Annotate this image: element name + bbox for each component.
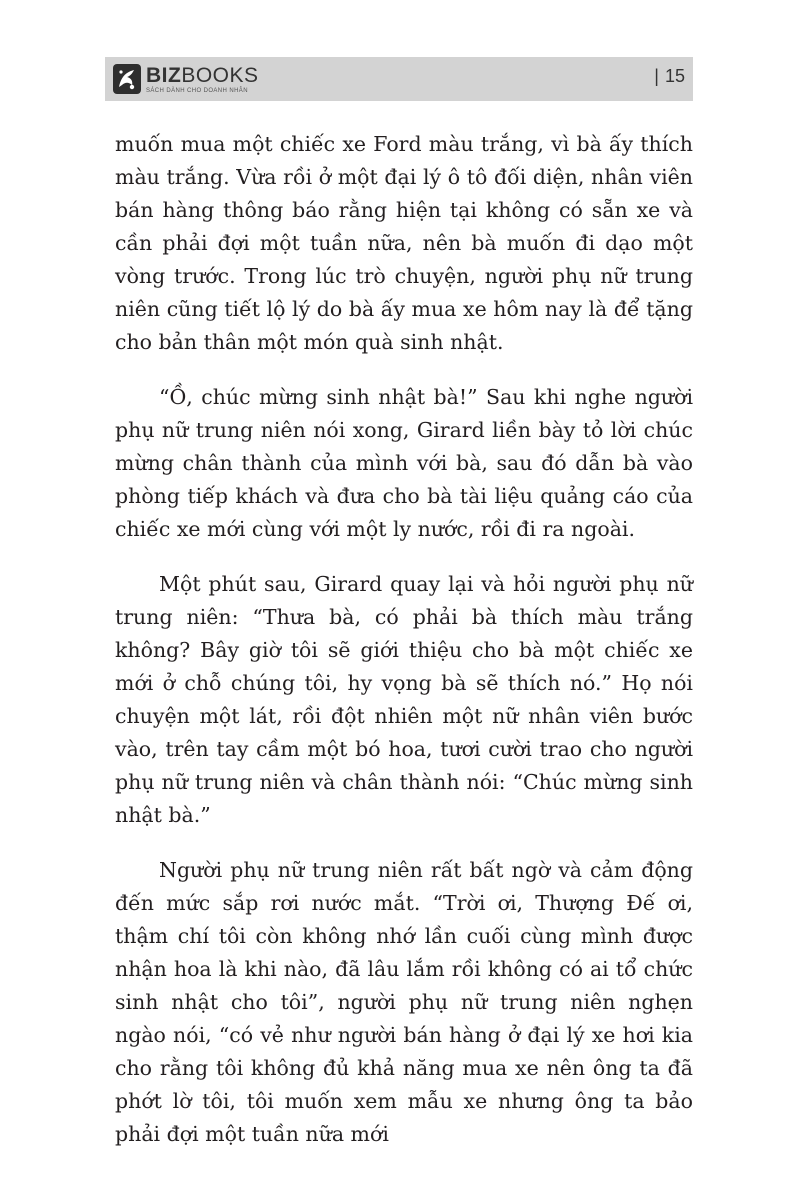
page-number-area (654, 66, 685, 87)
logo-text (146, 65, 259, 94)
page-number: 15 (664, 66, 685, 86)
page-body (115, 128, 693, 1173)
body-paragraph: Người phụ nữ trung niên rất bất ngờ và cảm động đến mức sắp rơi nước mắt. “Trời ơi, Thượng Đế ơi, thậm chí tôi còn không nhớ lần cuối cùng mình được nhận hoa là khi nào, đã lâu lắm rồi không có ai tổ chức sinh nhật cho tôi”, người phụ nữ trung niên nghẹn ngào nói, “có vẻ như người bán hàng ở đại lý xe hơi kia cho rằng tôi không đủ khả năng mua xe nên ông ta đã phớt lờ tôi, tôi muốn xem mẫu xe nhưng ông ta bảo phải đợi một tuần nữa mới (115, 858, 693, 1146)
brand-name-light: BOOKS (181, 63, 259, 87)
bizbooks-logo-icon (112, 63, 142, 95)
body-paragraph: Một phút sau, Girard quay lại và hỏi người phụ nữ trung niên: “Thưa bà, có phải bà thích màu trắng không? Bây giờ tôi sẽ giới thiệu cho bà một chiếc xe mới ở chỗ chúng tôi, hy vọng bà sẽ thích nó.” Họ nói chuyện một lát, rồi đột nhiên một nữ nhân viên bước vào, trên tay cầm một bó hoa, tươi cười trao cho người phụ nữ trung niên và chân thành nói: “Chúc mừng sinh nhật bà.” (115, 572, 693, 827)
page-number-separator: | (654, 66, 659, 86)
body-paragraph: “Ồ, chúc mừng sinh nhật bà!” Sau khi nghe người phụ nữ trung niên nói xong, Girard liền bày tỏ lời chúc mừng chân thành của mình với bà, sau đó dẫn bà vào phòng tiếp khách và đưa cho bà tài liệu quảng cáo của chiếc xe mới cùng với một ly nước, rồi đi ra ngoài. (115, 385, 693, 541)
body-paragraph: muốn mua một chiếc xe Ford màu trắng, vì bà ấy thích màu trắng. Vừa rồi ở một đại lý ô tô đối diện, nhân viên bán hàng thông báo rằng hiện tại không có sẵn xe và cần phải đợi một tuần nữa, nên bà muốn đi dạo một vòng trước. Trong lúc trò chuyện, người phụ nữ trung niên cũng tiết lộ lý do bà ấy mua xe hôm nay là để tặng cho bản thân một món quà sinh nhật. (115, 132, 693, 354)
brand-tagline: SÁCH DÀNH CHO DOANH NHÂN (146, 87, 248, 94)
brand-name (146, 65, 259, 86)
publisher-logo (112, 61, 259, 97)
brand-name-bold: BIZ (146, 63, 182, 87)
